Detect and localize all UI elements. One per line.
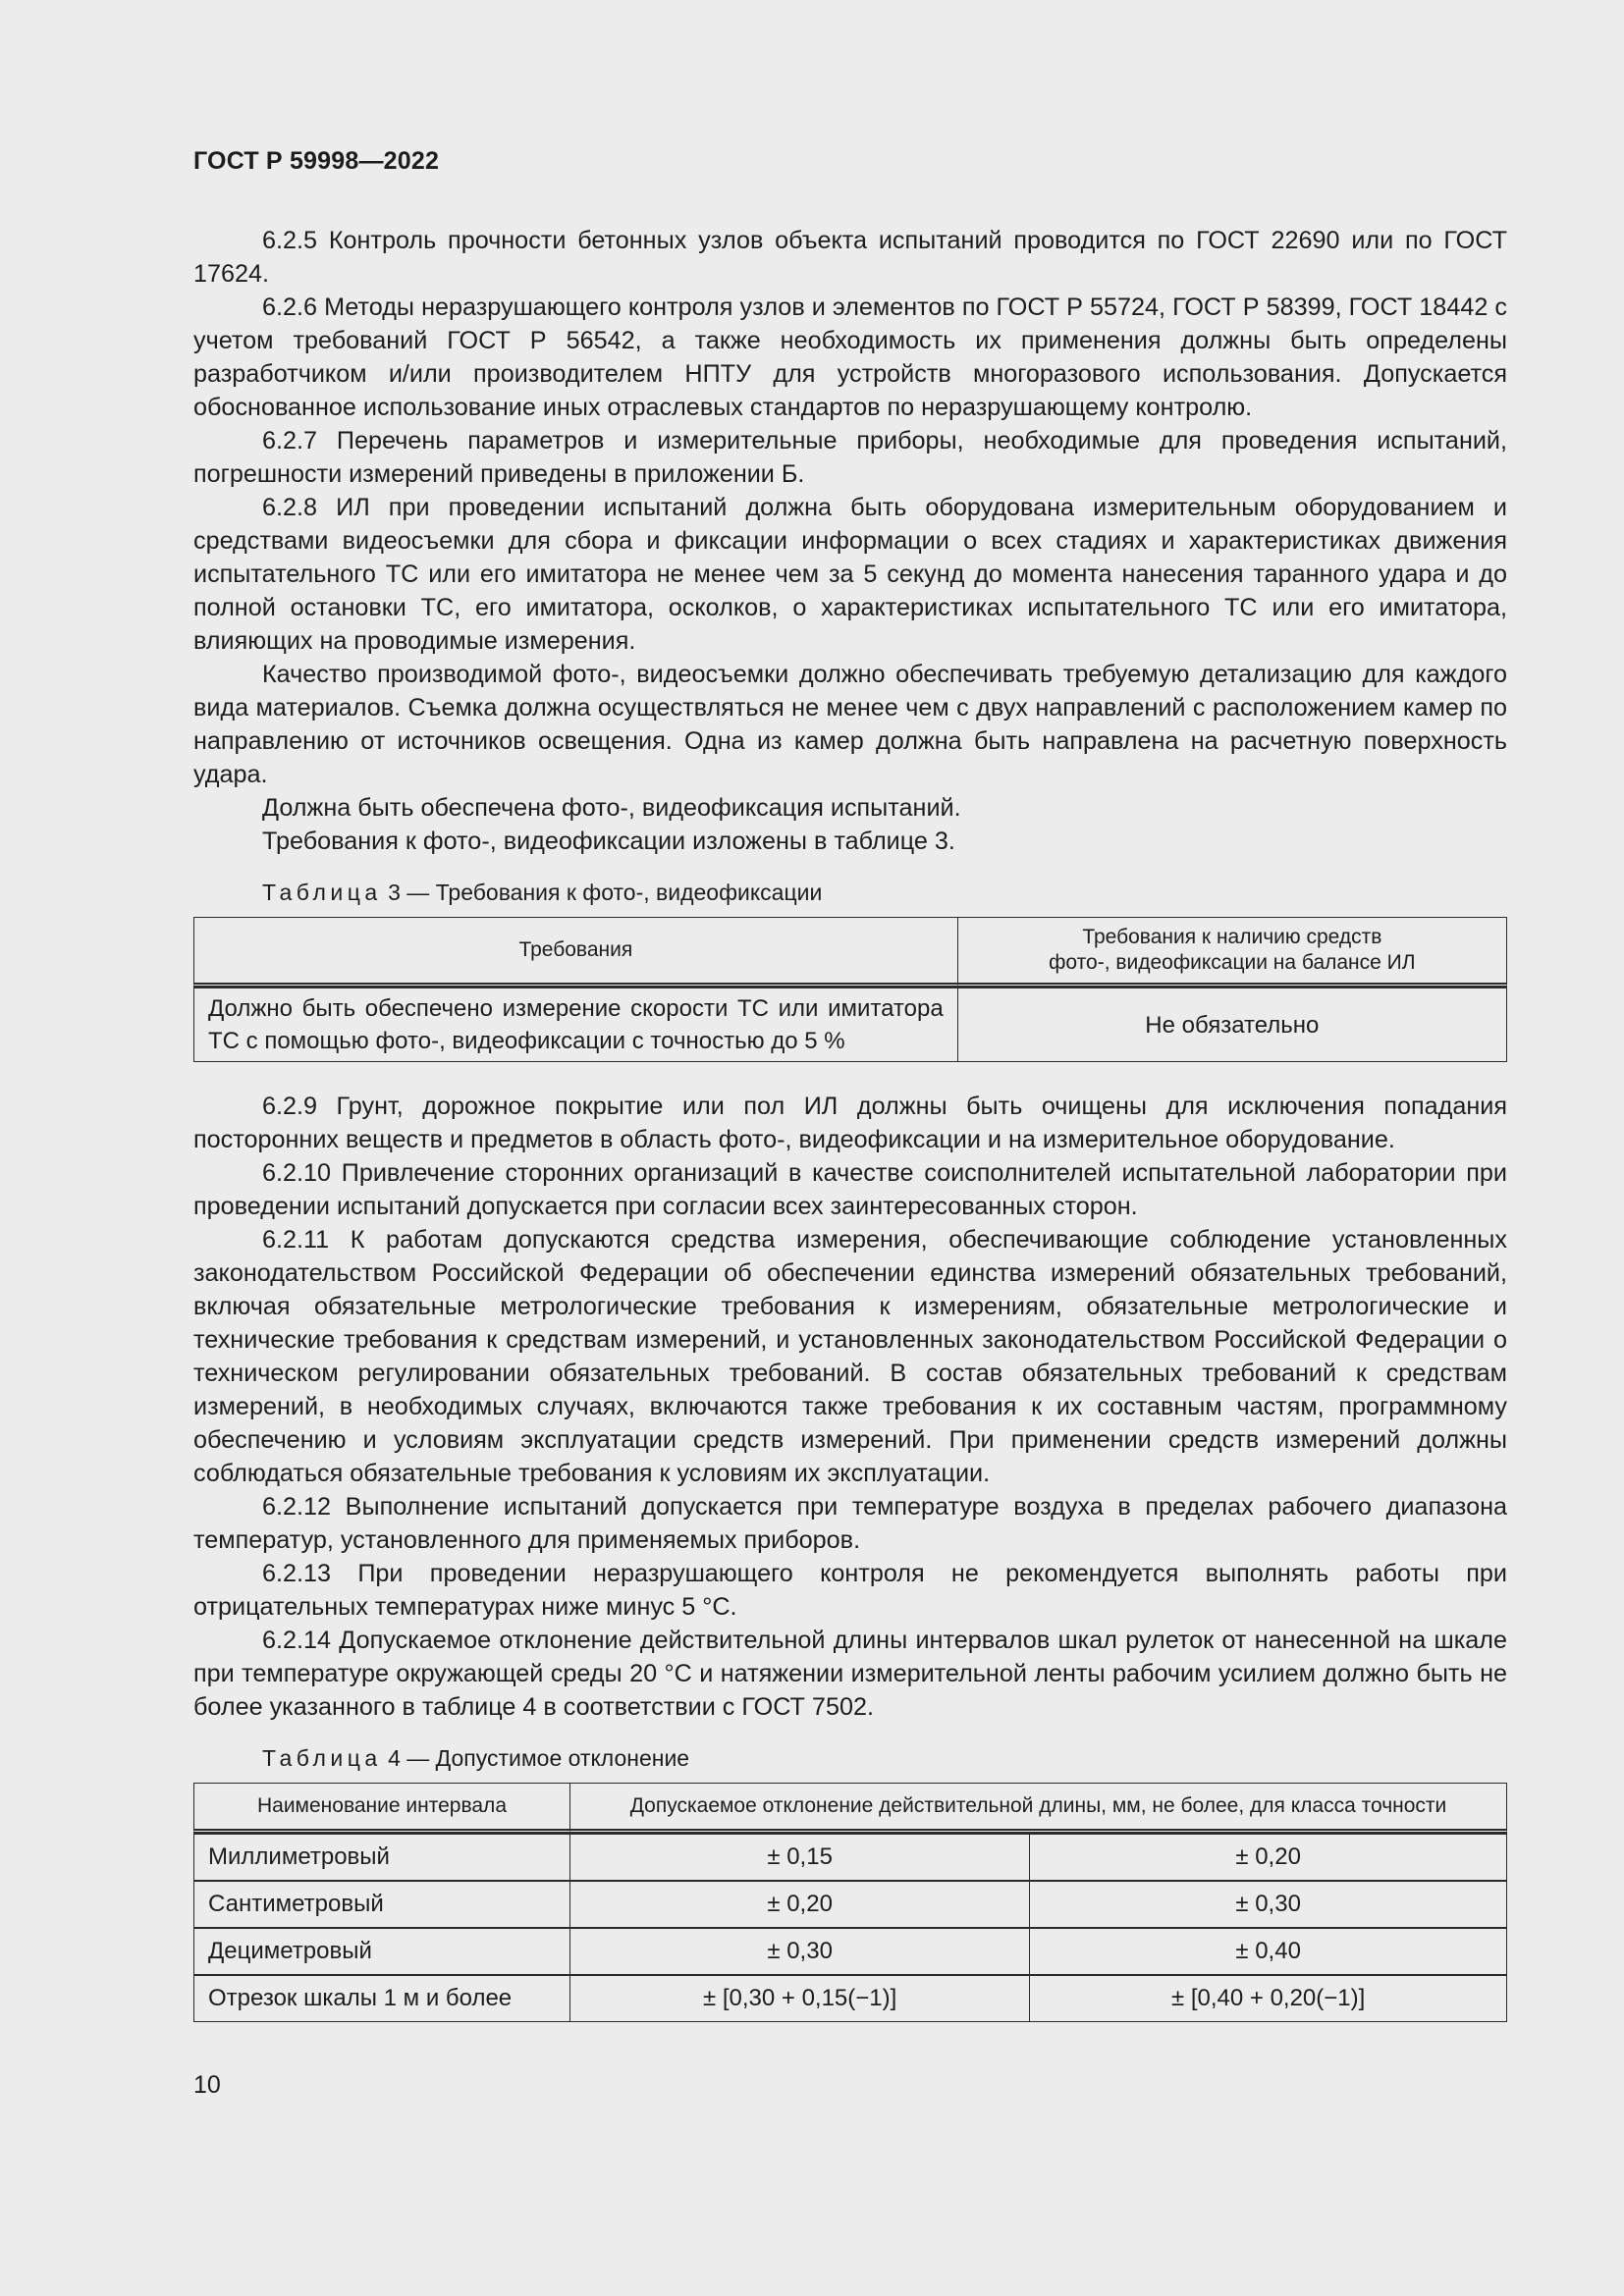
table3-caption-title: 3 — Требования к фото-, видеофиксации — [381, 880, 823, 905]
table-row — [193, 988, 1507, 1062]
paragraph-6-2-5: 6.2.5 Контроль прочности бетонных узлов объекта испытаний проводится по ГОСТ 22690 или по ГОСТ 17624. — [193, 227, 1507, 288]
paragraph-6-2-8: 6.2.8 ИЛ при проведении испытаний должна быть оборудована измерительным оборудованием и средствами видеосъемки для сбора и фиксации информации о всех стадиях и характеристиках движения испытательного ТС или его имитатора не менее чем за 5 секунд до момента нанесения таранного удара и до полной остановки ТС, его имитатора, осколков, о характеристиках испытательного ТС или его имитатора, влияющих на проводимые измерения. — [193, 494, 1507, 655]
table-row — [193, 1928, 1507, 1975]
table3-caption — [193, 878, 1507, 907]
paragraph-6-2-12: 6.2.12 Выполнение испытаний допускается при температуре воздуха в пределах рабочего диапазона температур, установленного для применяемых приборов. — [193, 1493, 1507, 1554]
table3-header-requirements: Требования — [193, 917, 958, 988]
paragraph-6-2-11: 6.2.11 К работам допускаются средства измерения, обеспечивающие соблюдение установленных законодательством Российской Федерации об обеспечении единства измерений обязательных требований, включая обязательные метрологические требования к измерениям, обязательные метрологические и технические требования к средствам измерений, и установленных законодательством Российской Федерации о техническом регулировании обязательных требований. В состав обязательных требований к средствам измерений, в необходимых случаях, включаются также требования к их составным частям, программному обеспечению и условиям эксплуатации средств измерений. При применении средств измерений должны соблюдаться обязательные требования к условиям их эксплуатации. — [193, 1226, 1507, 1487]
table4-caption-title: 4 — Допустимое отклонение — [381, 1745, 690, 1771]
table4-cell-class1: ± 0,30 — [570, 1928, 1030, 1975]
document-code-header: ГОСТ Р 59998—2022 — [193, 147, 440, 175]
page-number: 10 — [193, 2071, 221, 2099]
table3 — [193, 917, 1507, 1062]
table4-cell-class1: ± 0,15 — [570, 1834, 1030, 1881]
paragraph-photo-quality: Качество производимой фото-, видеосъемки должно обеспечивать требуемую детализацию для каждого вида материалов. Съемка должна осуществляться не менее чем с двух направлений с расположением камер по направлению от источников освещения. Одна из камер должна быть направлена на расчетную поверхность удара. — [193, 661, 1507, 788]
table4-cell-name: Миллиметровый — [193, 1834, 570, 1881]
table3-value-cell: Не обязательно — [958, 988, 1507, 1062]
table4-caption-word: Таблица — [262, 1745, 382, 1771]
paragraph-6-2-13: 6.2.13 При проведении неразрушающего контроля не рекомендуется выполнять работы при отрицательных температурах ниже минус 5 °С. — [193, 1560, 1507, 1621]
table4-header-interval: Наименование интервала — [193, 1783, 570, 1834]
table4-cell-class1: ± [0,30 + 0,15(−1)] — [570, 1975, 1030, 2022]
table4-cell-class2: ± 0,20 — [1030, 1834, 1507, 1881]
table3-header-availability-line1: Требования к наличию средств — [1082, 926, 1382, 948]
table4-cell-class2: ± 0,40 — [1030, 1928, 1507, 1975]
table3-header-availability — [958, 917, 1507, 988]
paragraph-6-2-6: 6.2.6 Методы неразрушающего контроля узлов и элементов по ГОСТ Р 55724, ГОСТ Р 58399, ГОСТ 18442 с учетом требований ГОСТ Р 56542, а также необходимость их применения должны быть определены разработчиком и/или производителем НПТУ для устройств многоразового использования. Допускается обоснованное использование иных отраслевых стандартов по неразрушающему контролю. — [193, 294, 1507, 421]
document-body — [193, 224, 1507, 2022]
table4 — [193, 1783, 1507, 2022]
table4-cell-name: Дециметровый — [193, 1928, 570, 1975]
paragraph-6-2-9: 6.2.9 Грунт, дорожное покрытие или пол ИЛ должны быть очищены для исключения попадания посторонних веществ и предметов в область фото-, видеофиксации и на измерительное оборудование. — [193, 1093, 1507, 1153]
table4-caption — [193, 1743, 1507, 1773]
paragraph-photo-required: Должна быть обеспечена фото-, видеофиксация испытаний. — [262, 794, 961, 822]
table4-cell-name: Отрезок шкалы 1 м и более — [193, 1975, 570, 2022]
table4-cell-class1: ± 0,20 — [570, 1881, 1030, 1928]
paragraph-6-2-14: 6.2.14 Допускаемое отклонение действительной длины интервалов шкал рулеток от нанесенной на шкале при температуре окружающей среды 20 °С и натяжении измерительной ленты рабочим усилием должно быть не более указанного в таблице 4 в соответствии с ГОСТ 7502. — [193, 1627, 1507, 1721]
table3-header-availability-line2: фото-, видеофиксации на балансе ИЛ — [1049, 951, 1416, 974]
table-row — [193, 1881, 1507, 1928]
table3-requirement-cell: Должно быть обеспечено измерение скорости ТС или имитатора ТС с помощью фото-, видеофиксации с точностью до 5 % — [193, 988, 958, 1062]
table-row — [193, 1975, 1507, 2022]
paragraph-6-2-7: 6.2.7 Перечень параметров и измерительные приборы, необходимые для проведения испытаний, погрешности измерений приведены в приложении Б. — [193, 427, 1507, 488]
table4-cell-class2: ± 0,30 — [1030, 1881, 1507, 1928]
table4-cell-class2: ± [0,40 + 0,20(−1)] — [1030, 1975, 1507, 2022]
paragraph-table3-ref: Требования к фото-, видеофиксации изложены в таблице 3. — [262, 828, 955, 855]
table4-cell-name: Сантиметровый — [193, 1881, 570, 1928]
paragraph-6-2-10: 6.2.10 Привлечение сторонних организаций в качестве соисполнителей испытательной лаборатории при проведении испытаний допускается при согласии всех заинтересованных сторон. — [193, 1159, 1507, 1220]
table4-header-deviation: Допускаемое отклонение действительной длины, мм, не более, для класса точности — [570, 1783, 1507, 1834]
table3-caption-word: Таблица — [262, 880, 382, 905]
table-row — [193, 1834, 1507, 1881]
